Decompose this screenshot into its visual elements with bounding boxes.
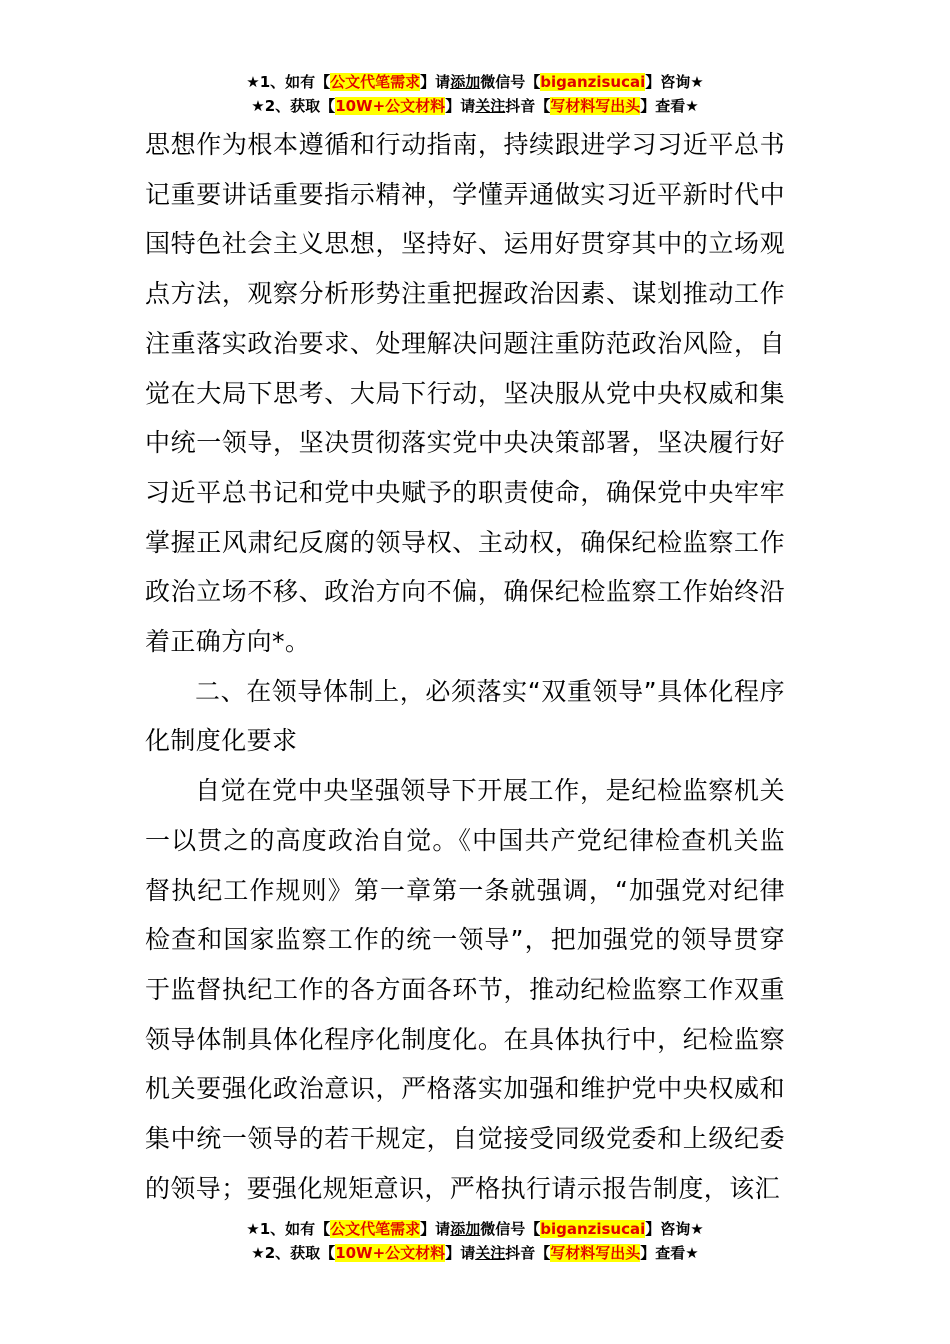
banner-text: 抖音【 [505,1244,551,1262]
banner-text: 】咨询★ [645,73,704,91]
document-body [145,120,785,1213]
banner-line-1 [0,1217,950,1241]
banner-text: ★1、如有【 [246,73,331,91]
banner-highlight: 写材料写出头 [550,97,641,115]
banner-highlight: 公文代笔需求 [330,1220,421,1238]
banner-text: 抖音【 [505,97,551,115]
banner-text: 】请 [445,97,476,115]
banner-text: ★1、如有【 [246,1220,331,1238]
banner-underlined: 关注 [475,97,506,115]
section-heading-2: 二、在领导体制上，必须落实“双重领导”具体化程序化制度化要求 [145,676,785,756]
header-banner [0,70,950,118]
banner-text: 】咨询★ [645,1220,704,1238]
banner-highlight: biganzisucai [540,1220,646,1238]
banner-text: 】请 [420,1220,451,1238]
banner-highlight: 公文代笔需求 [330,73,421,91]
banner-line-1 [0,70,950,94]
banner-text: 】查看★ [640,97,699,115]
banner-text: 微信号【 [480,73,541,91]
banner-text: 】查看★ [640,1244,699,1262]
paragraph-2: 自觉在党中央坚强领导下开展工作，是纪检监察机关一以贯之的高度政治自觉。《中国共产党纪律检查机关监督执纪工作规则》第一章第一条就强调，“加强党对纪律检查和国家监察工作的统一领导”，把加强党的领导贯穿于监督执纪工作的各方面各环节，推动纪检监察工作双重领导体制具体化程序化制度化。在具体执行中，纪检监察机关要强化政治意识，严格落实加强和维护党中央权威和集中统一领导的若干规定，自觉接受同级党委和上级纪委的领导；要强化规矩意识，严格执行请示报告制度，该汇 [145,776,785,1203]
footer-banner [0,1217,950,1265]
banner-text: ★2、获取【 [251,97,336,115]
banner-line-2 [0,1241,950,1265]
banner-underlined: 添加 [450,73,481,91]
banner-text: 微信号【 [480,1220,541,1238]
banner-line-2 [0,94,950,118]
banner-highlight: 写材料写出头 [550,1244,641,1262]
banner-highlight: biganzisucai [540,73,646,91]
banner-text: 】请 [420,73,451,91]
paragraph-continued: 思想作为根本遵循和行动指南，持续跟进学习习近平总书记重要讲话重要指示精神，学懂弄通做实习近平新时代中国特色社会主义思想，坚持好、运用好贯穿其中的立场观点方法，观察分析形势注重把握政治因素、谋划推动工作注重落实政治要求、处理解决问题注重防范政治风险，自觉在大局下思考、大局下行动，坚决服从党中央权威和集中统一领导，坚决贯彻落实党中央决策部署，坚决履行好习近平总书记和党中央赋予的职责使命，确保党中央牢牢掌握正风肃纪反腐的领导权、主动权，确保纪检监察工作政治立场不移、政治方向不偏，确保纪检监察工作始终沿着正确方向*。 [145,130,785,657]
banner-underlined: 添加 [450,1220,481,1238]
banner-text: ★2、获取【 [251,1244,336,1262]
banner-highlight: 10W+公文材料 [335,1244,446,1262]
banner-highlight: 10W+公文材料 [335,97,446,115]
banner-underlined: 关注 [475,1244,506,1262]
banner-text: 】请 [445,1244,476,1262]
